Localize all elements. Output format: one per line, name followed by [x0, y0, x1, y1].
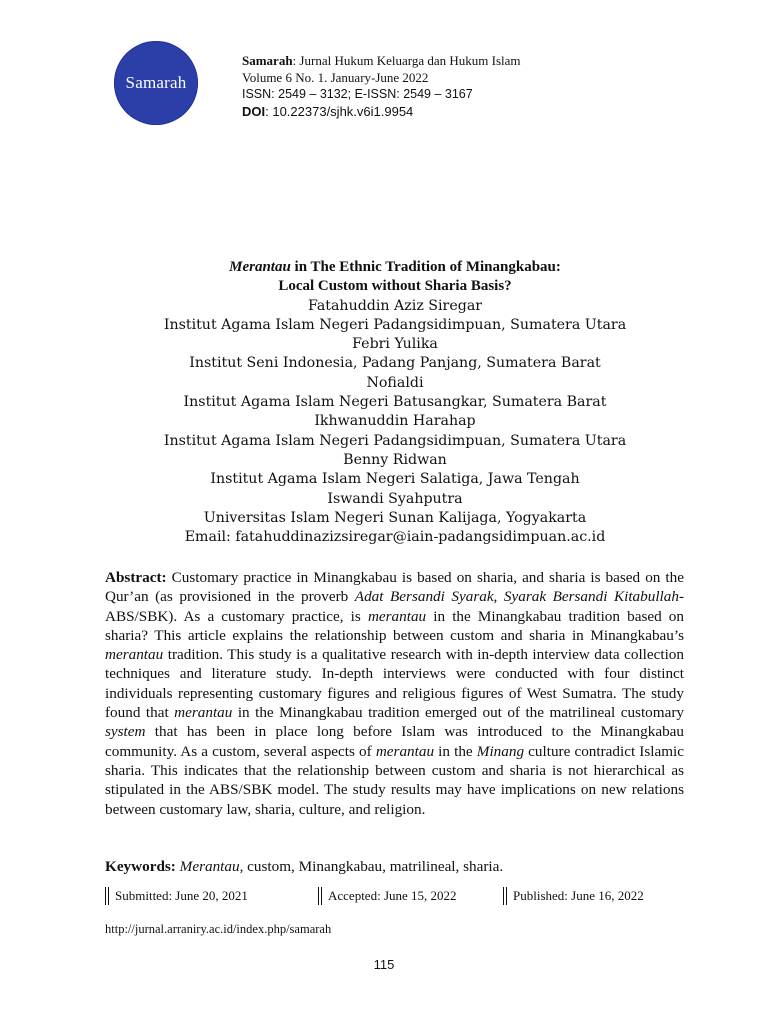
submitted-text: Submitted: June 20, 2021 — [115, 888, 248, 903]
title-rest: in The Ethnic Tradition of Minangkabau: — [290, 259, 561, 275]
published-date — [503, 887, 644, 905]
abstract-text: Customary practice in Minangkabau is based on sharia, and sharia is based on the Qur’an (as provisioned in the proverb — [105, 569, 684, 606]
article-title-line-2: Local Custom without Sharia Basis? — [278, 278, 512, 295]
journal-issn: ISSN: 2549 – 3132; E-ISSN: 2549 – 3167 — [242, 87, 473, 101]
author-name: Febri Yulika — [352, 336, 438, 353]
title-italic-word: Merantau — [229, 259, 291, 275]
author-name: Ikhwanuddin Harahap — [314, 413, 476, 430]
author-name: Benny Ridwan — [343, 451, 447, 468]
published-text: Published: June 16, 2022 — [513, 888, 644, 903]
journal-header — [242, 52, 521, 120]
author-name: Fatahuddin Aziz Siregar — [307, 297, 483, 314]
author-affiliation: Institut Agama Islam Negeri Padangsidimpuan, Sumatera Utara — [163, 432, 627, 449]
author-email[interactable]: Email: fatahuddinazizsiregar@iain-padangsidimpuan.ac.id — [184, 529, 606, 546]
abstract-text: in the — [434, 742, 477, 760]
article-title-line-1 — [100, 258, 690, 277]
divider-bar-icon — [318, 887, 322, 905]
journal-name: Samarah — [242, 53, 293, 68]
logo-text: Samarah — [125, 73, 187, 92]
author-affiliation: Institut Agama Islam Negeri Batusangkar, Sumatera Barat — [183, 394, 607, 411]
journal-doi-line — [242, 103, 521, 120]
author-affiliation: Institut Agama Islam Negeri Salatiga, Jawa Tengah — [210, 471, 580, 488]
keywords-line — [105, 857, 685, 876]
abstract-text: -ABS/SBK). As a customary practice, is — [105, 588, 685, 625]
accepted-date — [318, 887, 457, 905]
author-affiliation: Institut Seni Indonesia, Padang Panjang, Sumatera Barat — [189, 355, 601, 372]
journal-logo — [114, 41, 198, 125]
article-title-block — [100, 258, 690, 547]
divider-bar-icon — [503, 887, 507, 905]
keywords-rest: , custom, Minangkabau, matrilineal, sharia. — [239, 858, 504, 875]
journal-volume: Volume 6 No. 1. January-June 2022 — [242, 70, 429, 85]
keywords-label: Keywords: — [105, 858, 176, 875]
author-affiliation: Institut Agama Islam Negeri Padangsidimpuan, Sumatera Utara — [163, 316, 627, 333]
journal-name-line — [242, 52, 521, 69]
abstract-italic: Minang — [476, 742, 525, 760]
author-name: Nofialdi — [366, 374, 424, 391]
abstract-italic: merantau — [375, 742, 435, 760]
author-affiliation: Universitas Islam Negeri Sunan Kalijaga, Yogyakarta — [203, 509, 587, 526]
abstract-label: Abstract: — [105, 569, 167, 586]
abstract-italic: merantau — [105, 646, 164, 664]
abstract-text: in the Minangkabau tradition based on sharia? This article explains the relationship between custom and sharia in Minangkabau’s — [105, 607, 684, 644]
abstract-paragraph — [105, 568, 684, 819]
abstract-text: tradition. This study is a qualitative research with in-depth interview data collection techniques and literature study. In-depth interviews were conducted with four distinct individuals representing customary figures and religious figures of West Sumatra. The study found that — [105, 646, 684, 722]
author-name: Iswandi Syahputra — [327, 490, 463, 507]
abstract-text: that has been in place long before Islam was introduced to the Minangkabau community. As a custom, several aspects of — [105, 723, 684, 760]
abstract-italic: merantau — [174, 704, 233, 722]
doi-link[interactable]: : 10.22373/sjhk.v6i1.9954 — [265, 104, 414, 119]
abstract-italic: Adat Bersandi Syarak, Syarak Bersandi Kitabullah — [354, 588, 679, 606]
keyword-italic: Merantau — [179, 858, 240, 875]
abstract-italic: system — [105, 723, 146, 741]
divider-bar-icon — [105, 887, 109, 905]
abstract-italic: merantau — [367, 607, 427, 625]
submitted-date — [105, 887, 248, 905]
accepted-text: Accepted: June 15, 2022 — [328, 888, 457, 903]
doi-label: DOI — [242, 104, 266, 119]
article-dates — [105, 887, 685, 907]
journal-subtitle: : Jurnal Hukum Keluarga dan Hukum Islam — [292, 53, 521, 68]
page-number: 115 — [373, 957, 395, 972]
journal-url[interactable]: http://jurnal.arraniry.ac.id/index.php/samarah — [105, 922, 332, 936]
abstract-text: in the Minangkabau tradition emerged out of the matrilineal customary — [232, 704, 684, 722]
abstract-text: culture contradict Islamic sharia. This indicates that the relationship between custom and sharia is not hierarchical as stipulated in the ABS/SBK model. The study results may have implications on new relations between customary law, sharia, culture, and religion. — [105, 742, 685, 818]
